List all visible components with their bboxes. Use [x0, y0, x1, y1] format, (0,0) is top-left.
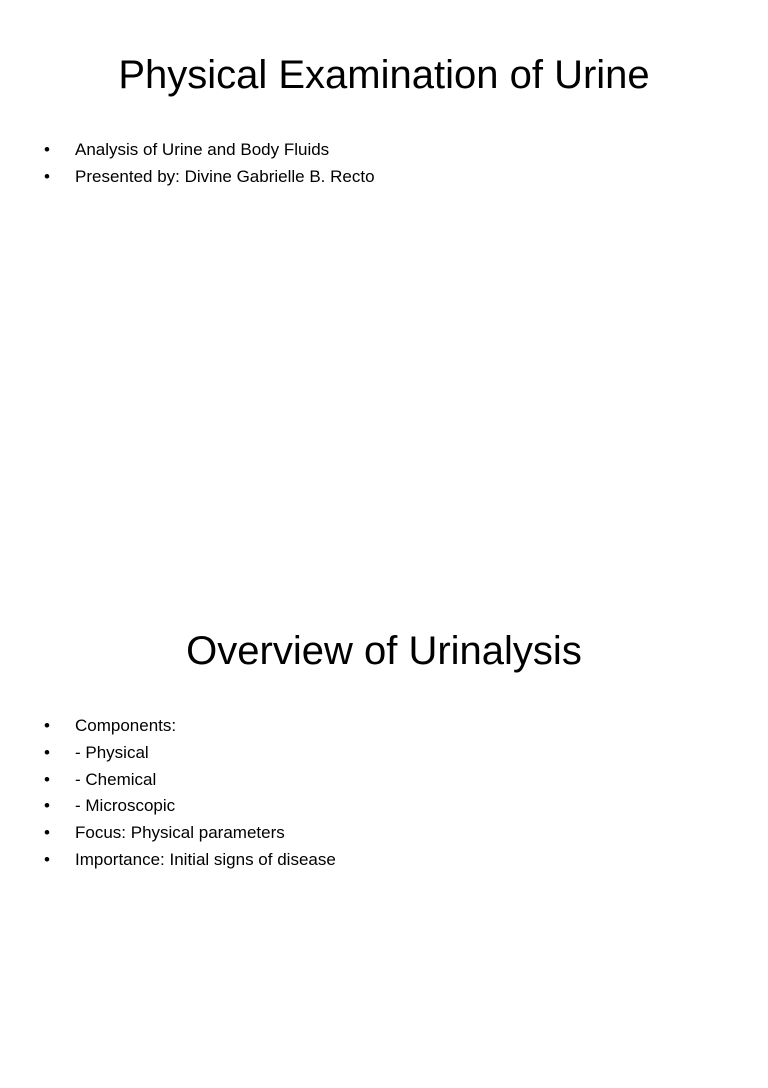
bullet-icon: •: [44, 742, 50, 762]
slide-1: [0, 0, 768, 512]
list-item: [44, 793, 336, 820]
bullet-icon: •: [44, 166, 50, 186]
list-item: [44, 820, 336, 847]
list-item: [44, 847, 336, 874]
bullet-icon: •: [44, 140, 50, 159]
bullet-text: Presented by: Divine Gabrielle B. Recto: [75, 166, 375, 186]
bullet-icon: •: [44, 823, 50, 843]
bullet-text: Components:: [75, 716, 177, 735]
list-item: [44, 767, 336, 794]
bullet-text: - Physical: [75, 742, 149, 762]
bullet-icon: •: [44, 716, 50, 735]
bullet-list: [44, 137, 375, 191]
list-item: [44, 137, 375, 164]
bullet-icon: •: [44, 769, 50, 789]
bullet-icon: •: [44, 849, 50, 869]
bullet-text: - Microscopic: [75, 796, 176, 816]
list-item: [44, 740, 336, 767]
list-item: [44, 713, 336, 740]
slide-title: Overview of Urinalysis: [186, 629, 582, 673]
bullet-text: Importance: Initial signs of disease: [75, 849, 336, 869]
bullet-text: - Chemical: [75, 769, 157, 789]
bullet-icon: •: [44, 796, 50, 816]
slide-title: Physical Examination of Urine: [118, 53, 650, 97]
bullet-text: Analysis of Urine and Body Fluids: [75, 140, 330, 159]
list-item: [44, 164, 375, 191]
bullet-text: Focus: Physical parameters: [75, 823, 285, 843]
slide-2: [0, 576, 768, 1088]
bullet-list: [44, 713, 336, 874]
